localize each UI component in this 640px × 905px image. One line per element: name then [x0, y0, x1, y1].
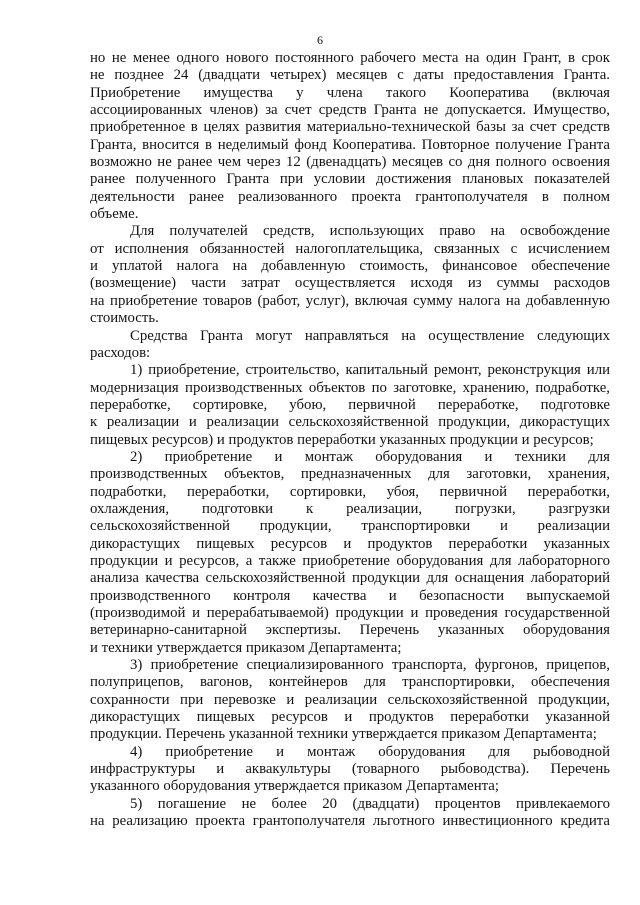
text-line: инфраструктуры и аквакультуры (товарного рыбоводства). Перечень: [90, 761, 610, 778]
text-line: 5) погашение не более 20 (двадцати) процентов привлекаемого: [130, 795, 610, 812]
text-line: 1) приобретение, строительство, капитальный ремонт, реконструкция или: [130, 362, 610, 379]
text-line: указанного оборудования утверждается приказом Департамента;: [90, 778, 499, 795]
text-line: Приобретение имущества у члена такого Кооператива (включая: [90, 84, 610, 101]
text-line: но не менее одного нового постоянного рабочего места на один Грант, в срок: [90, 50, 610, 66]
text-line: на реализацию проекта грантополучателя льготного инвестиционного кредита: [90, 813, 610, 830]
page-number: 6: [317, 33, 323, 47]
text-line: стоимость.: [90, 310, 159, 327]
text-line: ассоциированных членов) за счет средств Гранта не допускается. Имущество,: [90, 102, 610, 119]
text-line: производственных объектов, предназначенных для заготовки, хранения,: [90, 466, 610, 483]
text-line: приобретенное в целях развития материально-технической базы за счет средств: [90, 119, 610, 136]
text-line: расходов:: [90, 344, 151, 361]
text-line: продукции и ресурсов, а также приобретение оборудования для лабораторного: [90, 552, 610, 569]
text-line: не позднее 24 (двадцати четырех) месяцев с даты предоставления Гранта.: [90, 67, 610, 84]
text-line: ветеринарно-санитарной экспертизы. Перечень указанных оборудования: [90, 622, 610, 639]
text-line: Средства Гранта могут направляться на осуществление следующих: [130, 327, 610, 344]
text-line: анализа качества сельскохозяйственной продукции для оснащения лабораторий: [90, 570, 610, 587]
text-line: (возмещение) части затрат осуществляется исходя из суммы расходов: [90, 275, 610, 292]
text-line: продукции. Перечень указанной техники утверждается приказом Департамента;: [90, 726, 597, 743]
text-line: объеме.: [90, 206, 139, 223]
text-line: 4) приобретение и монтаж оборудования для рыбоводной: [130, 743, 610, 760]
text-line: полуприцепов, вагонов, контейнеров для транспортировки, обеспечения: [90, 674, 610, 691]
text-line: модернизация производственных объектов по заготовке, хранению, подработке,: [90, 379, 610, 396]
text-line: Гранта, вносится в неделимый фонд Кооператива. Повторное получение Гранта: [90, 136, 610, 153]
text-line: дикорастущих пищевых ресурсов и продуктов переработки указанной: [90, 709, 610, 726]
text-line: подработки, переработки, сортировки, убоя, первичной переработки,: [90, 483, 610, 500]
text-line: пищевых ресурсов) и продуктов переработки указанных продукции и ресурсов;: [90, 431, 594, 448]
text-line: возможно не ранее чем через 12 (двенадцать) месяцев со дня полного освоения: [90, 154, 610, 171]
text-line: переработке, сортировке, убою, первичной переработке, подготовке: [90, 396, 610, 413]
text-line: деятельности ранее реализованного проекта грантополучателя в полном: [90, 188, 610, 205]
text-line: Для получателей средств, использующих право на освобождение: [130, 223, 610, 240]
text-line: охлаждения, подготовки к реализации, погрузки, разгрузки: [90, 500, 610, 517]
document-body: [90, 50, 610, 830]
text-line: к реализации и реализации сельскохозяйственной продукции, дикорастущих: [90, 414, 610, 431]
text-line: ранее полученного Гранта при условии достижения плановых показателей: [90, 171, 610, 188]
text-line: производственного контроля качества и безопасности выпускаемой: [90, 587, 610, 604]
text-line: от исполнения обязанностей налогоплательщика, связанных с исчислением: [90, 240, 610, 257]
text-line: сельскохозяйственной продукции, транспортировки и реализации: [90, 518, 610, 535]
text-line: 2) приобретение и монтаж оборудования и техники для: [130, 448, 610, 465]
text-line: на приобретение товаров (работ, услуг), включая сумму налога на добавленную: [90, 292, 610, 309]
text-line: (производимой и перерабатываемой) продукции и проведения государственной: [90, 605, 610, 621]
text-line: и техники утверждается приказом Департамента;: [90, 639, 402, 656]
text-line: 3) приобретение специализированного транспорта, фургонов, прицепов,: [130, 657, 610, 674]
text-line: сохранности при перевозке и реализации сельскохозяйственной продукции,: [90, 691, 610, 708]
text-line: дикорастущих пищевых ресурсов и продуктов переработки указанных: [90, 535, 610, 552]
text-line: и уплатой налога на добавленную стоимость, финансовое обеспечение: [90, 258, 610, 275]
